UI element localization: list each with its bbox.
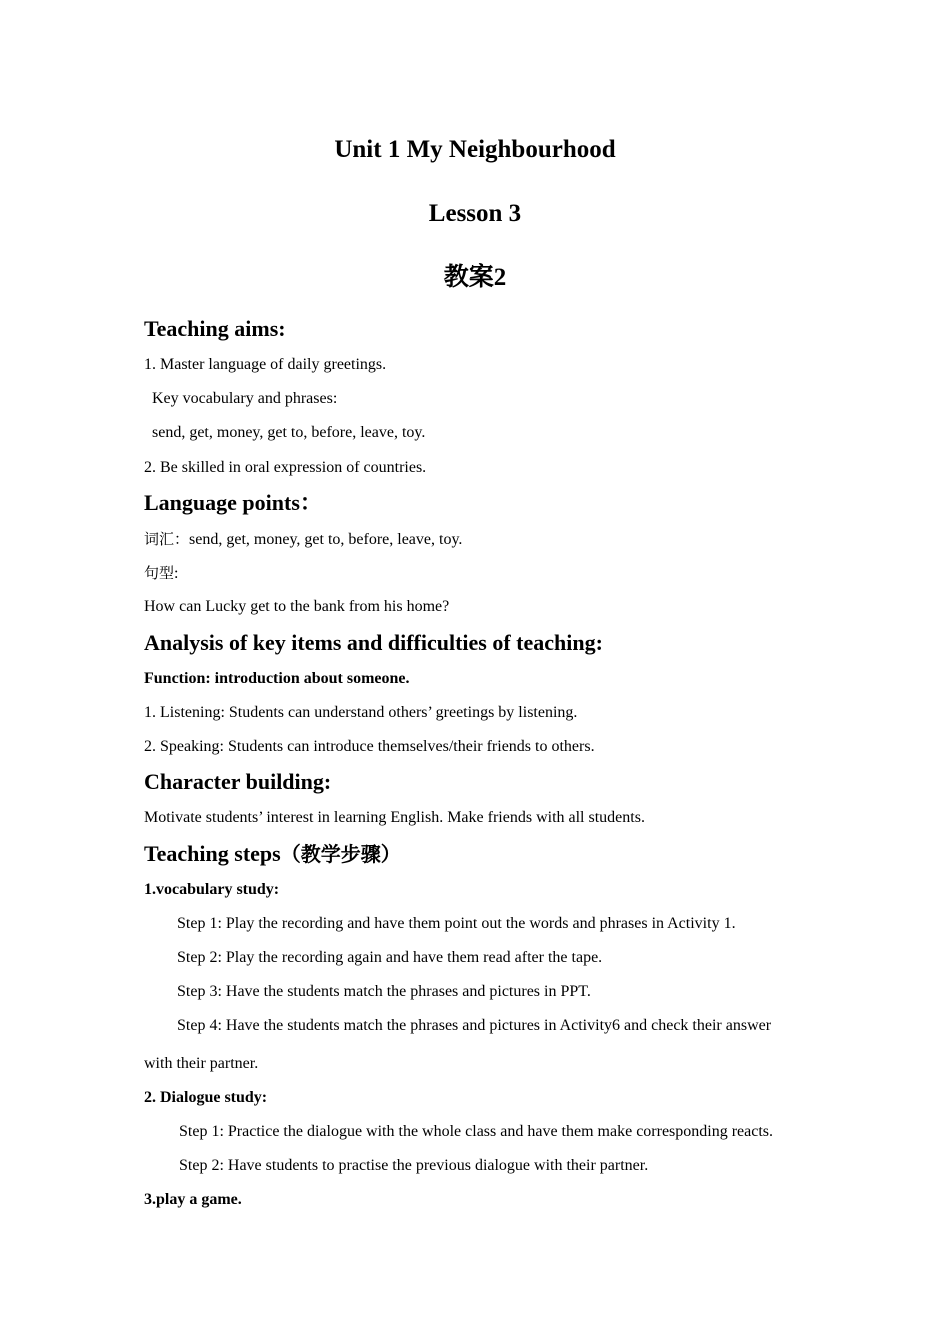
vocab-step-1: Step 1: Play the recording and have them point out the words and phrases in Activity 1. — [177, 915, 736, 932]
aims-line-4: 2. Be skilled in oral expression of countries. — [144, 459, 427, 476]
steps-heading-en: Teaching steps — [144, 841, 281, 866]
teaching-steps-heading — [144, 840, 401, 868]
aims-line-2: Key vocabulary and phrases: — [152, 390, 338, 407]
steps-heading-cjk: （教学步骤） — [280, 842, 401, 866]
game-title: 3.play a game. — [144, 1191, 242, 1208]
character-heading: Character building: — [144, 769, 332, 794]
document-title: Unit 1 My Neighbourhood — [334, 136, 616, 163]
vocab-step-4-continued: with their partner. — [144, 1055, 259, 1072]
aims-line-3: send, get, money, get to, before, leave, toy. — [152, 424, 426, 441]
character-text: Motivate students’ interest in learning English. Make friends with all students. — [144, 809, 645, 826]
plan-title-cjk: 教案 — [443, 262, 494, 291]
analysis-heading: Analysis of key items and difficulties of teaching: — [144, 630, 603, 655]
analysis-line-2: 2. Speaking: Students can introduce themselves/their friends to others. — [144, 738, 595, 755]
analysis-function: Function: introduction about someone. — [144, 670, 410, 687]
pattern-colon: : — [174, 565, 179, 582]
vocab-label: 词汇： — [144, 530, 190, 548]
pattern-sentence: How can Lucky get to the bank from his home? — [144, 598, 450, 615]
language-points-heading: Language points： — [144, 490, 322, 515]
vocab-study-title: 1.vocabulary study: — [144, 881, 280, 898]
vocab-step-3: Step 3: Have the students match the phrases and pictures in PPT. — [177, 983, 591, 1000]
pattern-line — [144, 563, 178, 584]
vocab-line — [144, 529, 462, 550]
analysis-line-1: 1. Listening: Students can understand others’ greetings by listening. — [144, 704, 578, 721]
vocab-step-2: Step 2: Play the recording again and have them read after the tape. — [177, 949, 603, 966]
teaching-aims-heading: Teaching aims: — [144, 316, 286, 341]
vocab-step-4: Step 4: Have the students match the phrases and pictures in Activity6 and check their answer — [177, 1017, 772, 1034]
lesson-title: Lesson 3 — [428, 200, 522, 227]
plan-title-number: 2 — [493, 264, 507, 291]
vocab-text: send, get, money, get to, before, leave, toy. — [189, 531, 463, 548]
dialogue-step-1: Step 1: Practice the dialogue with the whole class and have them make corresponding reacts. — [179, 1123, 774, 1140]
pattern-label: 句型 — [144, 564, 175, 582]
plan-title — [0, 262, 950, 293]
dialogue-study-title: 2. Dialogue study: — [144, 1089, 268, 1106]
aims-line-1: 1. Master language of daily greetings. — [144, 356, 387, 373]
dialogue-step-2: Step 2: Have students to practise the previous dialogue with their partner. — [179, 1157, 649, 1174]
